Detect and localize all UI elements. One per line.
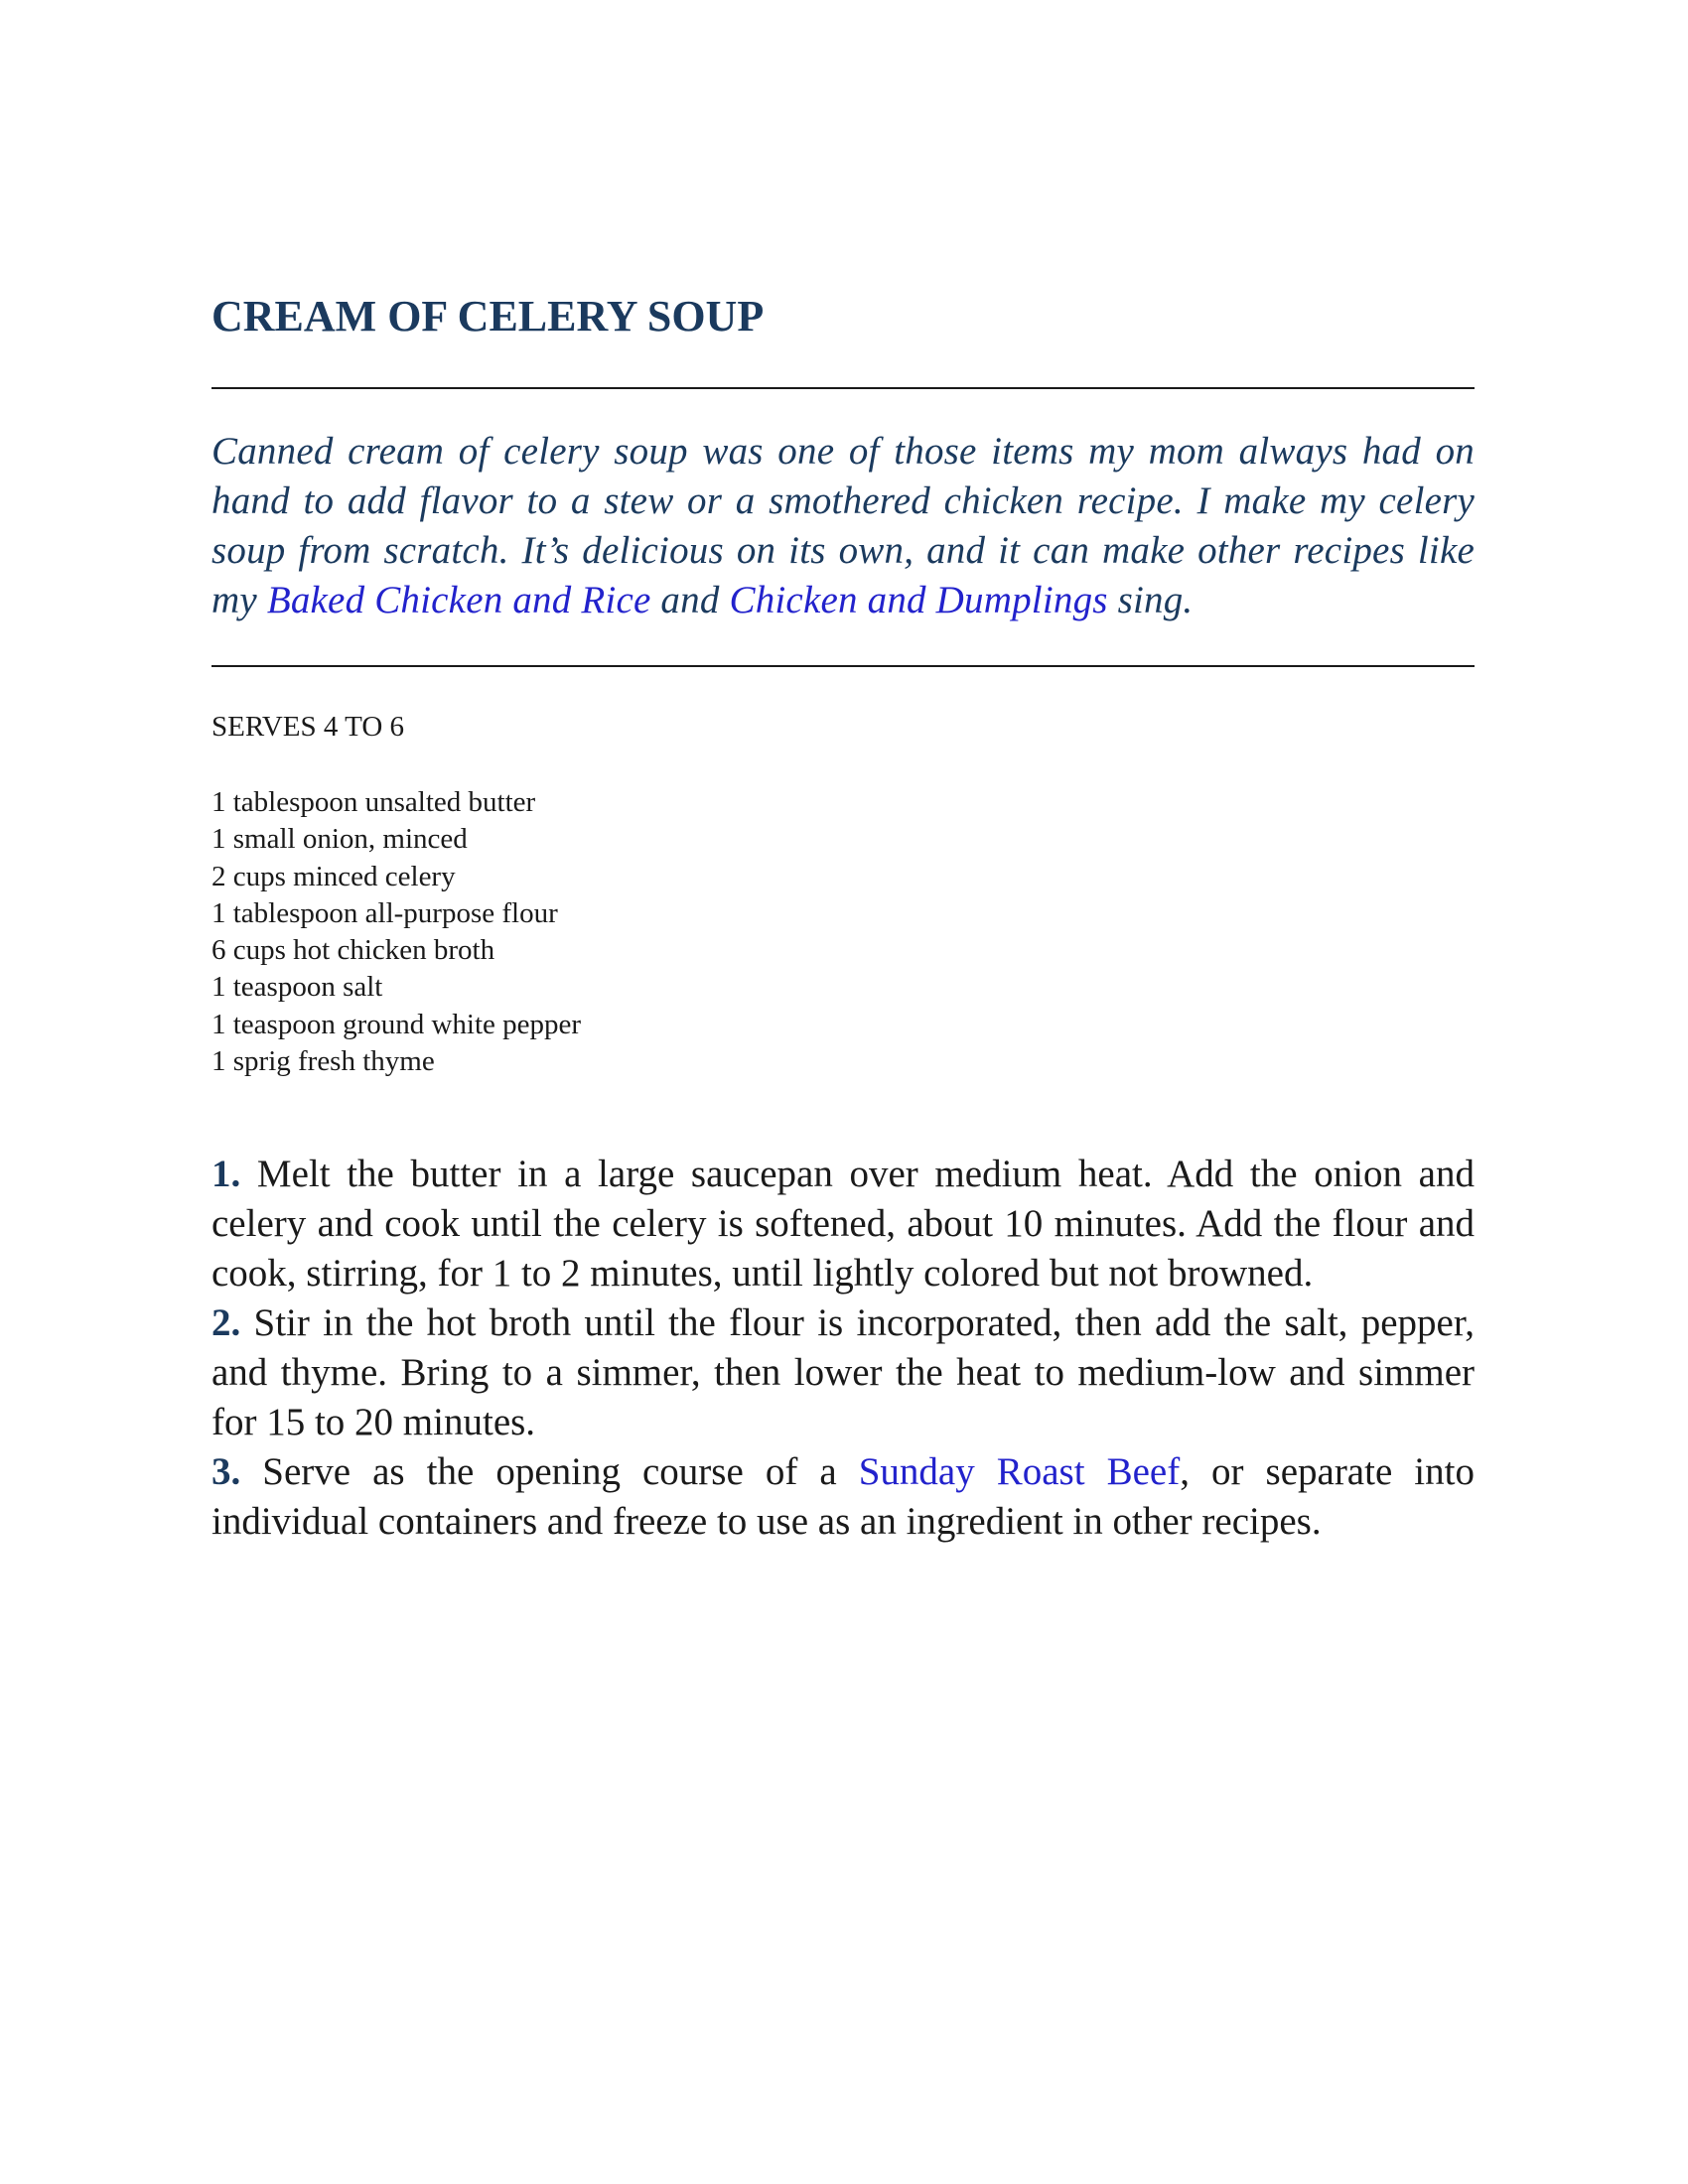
step-2 [211,1298,1475,1447]
step-1 [211,1150,1475,1298]
step-text-start: Serve as the opening course of a [240,1450,859,1494]
recipe-page [211,288,1475,1547]
step-number: 3. [211,1450,241,1494]
ingredient-item: 1 tablespoon unsalted butter [211,786,536,818]
step-text-end: , or separate into individual containers and freeze to use as an ingredient in other recipes. [211,1450,1475,1544]
link-sunday-roast-beef[interactable]: Sunday Roast Beef [858,1450,1181,1494]
link-chicken-and-dumplings[interactable]: Chicken and Dumplings [729,579,1108,621]
step-text: Melt the butter in a large saucepan over medium heat. Add the onion and celery and cook until the celery is softened, about 10 minutes. Add the flour and cook, stirring, for 1 to 2 minutes, until lightly colored but not browned. [211,1153,1475,1296]
ingredient-item: 1 small onion, minced [211,823,468,856]
divider-top [211,387,1475,389]
intro-text-middle: and [650,579,730,621]
link-baked-chicken-and-rice[interactable]: Baked Chicken and Rice [266,579,651,621]
intro-text-start: Canned cream of celery soup was one of those items my mom always had on hand to add flavor to a stew or a smothered chicken recipe. I make my celery soup from scratch. It’s delicious on its own, and it can make other recipes like my [211,430,1475,621]
ingredient-item: 2 cups minced celery [211,860,456,892]
step-3 [211,1447,1475,1547]
recipe-title: CREAM OF CELERY SOUP [211,292,765,341]
recipe-intro [211,427,1475,625]
ingredient-list [211,784,1475,1080]
ingredient-item: 6 cups hot chicken broth [211,934,495,967]
ingredient-item: 1 teaspoon ground white pepper [211,1008,582,1040]
ingredient-item: 1 teaspoon salt [211,971,383,1004]
serves-label: SERVES 4 TO 6 [211,711,405,743]
step-number: 2. [211,1301,241,1345]
ingredient-item: 1 tablespoon all-purpose flour [211,896,558,929]
method-steps [211,1150,1475,1547]
step-number: 1. [211,1153,241,1196]
divider-bottom [211,665,1475,667]
step-text: Stir in the hot broth until the flour is incorporated, then add the salt, pepper, and thyme. Bring to a simmer, then lower the heat to medium-low and simmer for 15 to 20 minutes. [211,1301,1475,1444]
ingredient-item: 1 sprig fresh thyme [211,1045,435,1078]
intro-text-end: sing. [1107,579,1194,621]
